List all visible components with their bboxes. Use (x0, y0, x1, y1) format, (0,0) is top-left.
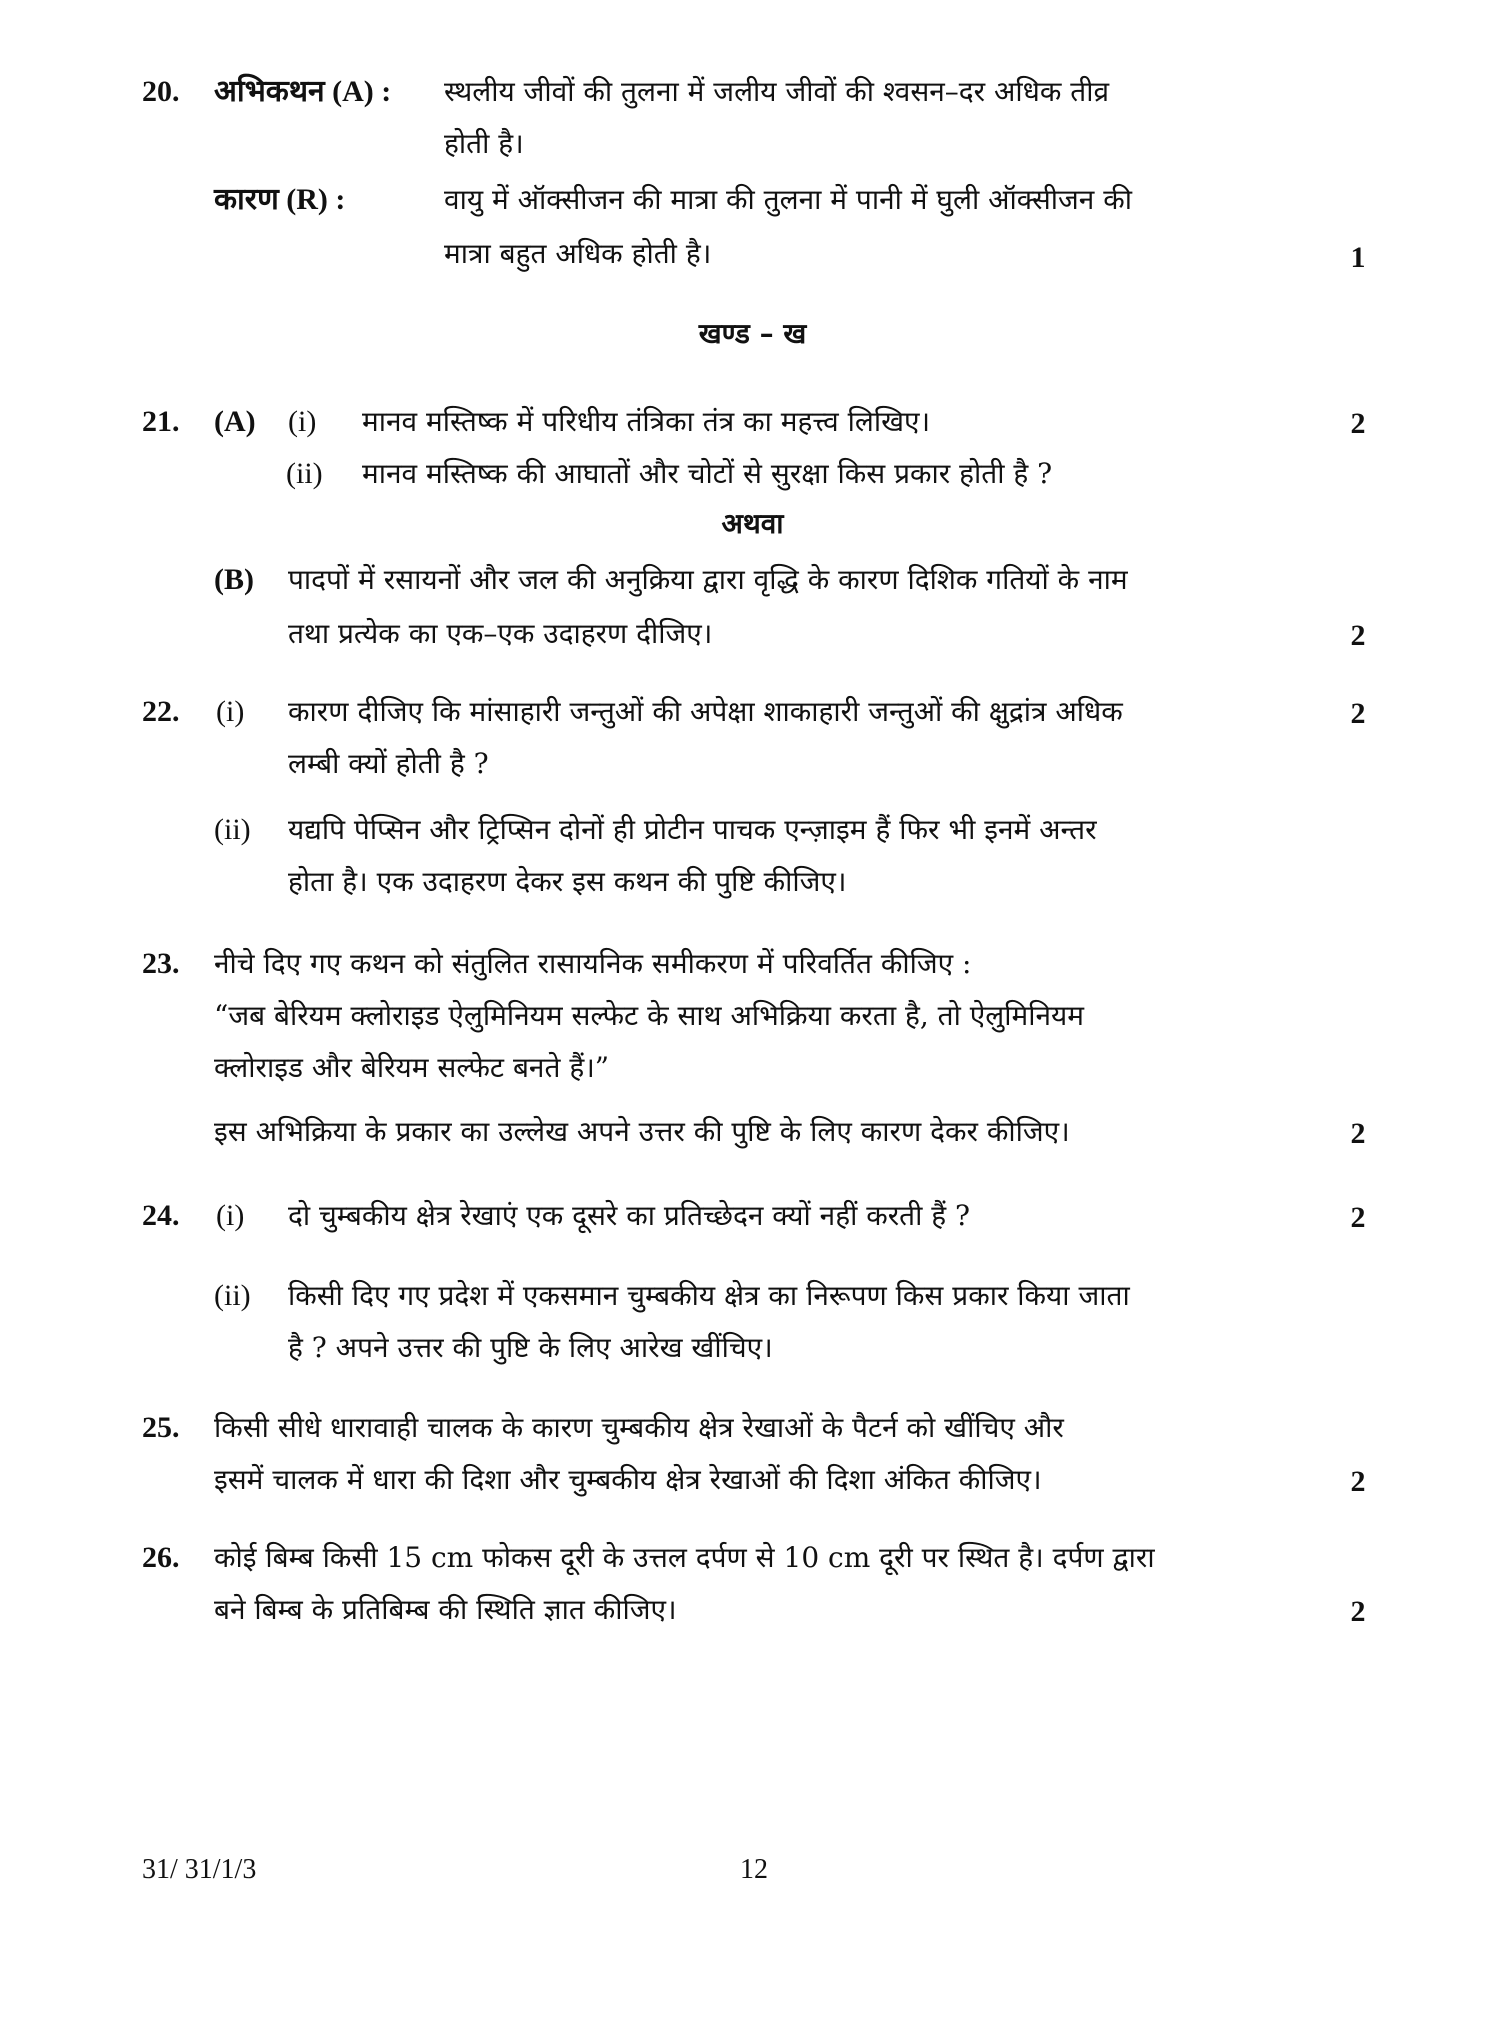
q24-sub-i-label: (i) (216, 1199, 245, 1232)
q23-text-line-4: इस अभिक्रिया के प्रकार का उल्लेख अपने उत्तर की पुष्टि के लिए कारण देकर कीजिए। (214, 1115, 1070, 1148)
question-number-25: 25. (142, 1411, 180, 1444)
marks-q25: 2 (1350, 1465, 1366, 1498)
or-separator: अथवा (721, 507, 784, 540)
assertion-text-line-2: होती है। (444, 127, 524, 160)
question-number-21: 21. (142, 405, 180, 438)
q23-text-line-2: “जब बेरियम क्लोराइड ऐलुमिनियम सल्फेट के साथ अभिक्रिया करता है, तो ऐलुमिनियम (214, 999, 1085, 1032)
q26-text-line-1: कोई बिम्ब किसी 15 cm फोकस दूरी के उत्तल दर्पण से 10 cm दूरी पर स्थित है। दर्पण द्वारा (214, 1541, 1155, 1574)
q22-sub-ii-text-line-1: यद्यपि पेप्सिन और ट्रिप्सिन दोनों ही प्रोटीन पाचक एन्ज़ाइम हैं फिर भी इनमें अन्तर (288, 813, 1097, 846)
marks-q23: 2 (1350, 1117, 1366, 1150)
q24-sub-ii-label: (ii) (214, 1279, 251, 1312)
marks-q26: 2 (1350, 1595, 1366, 1628)
reason-text-line-2: मात्रा बहुत अधिक होती है। (444, 237, 712, 270)
q22-sub-i-label: (i) (216, 695, 245, 728)
question-number-24: 24. (142, 1199, 180, 1232)
q21-b-text-line-2: तथा प्रत्येक का एक–एक उदाहरण दीजिए। (288, 617, 713, 650)
reason-text-line-1: वायु में ऑक्सीजन की मात्रा की तुलना में पानी में घुली ऑक्सीजन की (444, 183, 1133, 216)
q21-part-b-label: (B) (214, 563, 254, 596)
q22-sub-ii-text-line-2: होता है। एक उदाहरण देकर इस कथन की पुष्टि कीजिए। (288, 865, 847, 898)
q24-sub-ii-text-line-1: किसी दिए गए प्रदेश में एकसमान चुम्बकीय क्षेत्र का निरूपण किस प्रकार किया जाता (288, 1279, 1130, 1312)
assertion-text-line-1: स्थलीय जीवों की तुलना में जलीय जीवों की श्वसन–दर अधिक तीव्र (444, 75, 1110, 108)
q22-sub-i-text-line-2: लम्बी क्यों होती है ? (288, 747, 489, 780)
paper-code: 31/ 31/1/3 (142, 1854, 257, 1885)
marks-q20: 1 (1350, 241, 1366, 274)
marks-q21-a: 2 (1350, 407, 1366, 440)
q21-sub-i-label: (i) (288, 405, 317, 438)
q24-sub-i-text: दो चुम्बकीय क्षेत्र रेखाएं एक दूसरे का प्रतिच्छेदन क्यों नहीं करती हैं ? (288, 1199, 971, 1232)
q26-text-line-2: बने बिम्ब के प्रतिबिम्ब की स्थिति ज्ञात कीजिए। (214, 1593, 677, 1626)
q23-text-line-1: नीचे दिए गए कथन को संतुलित रासायनिक समीकरण में परिवर्तित कीजिए : (214, 947, 972, 980)
q21-sub-ii-label: (ii) (286, 457, 323, 490)
assertion-label: अभिकथन (A) : (214, 75, 392, 108)
q22-sub-i-text-line-1: कारण दीजिए कि मांसाहारी जन्तुओं की अपेक्षा शाकाहारी जन्तुओं की क्षुद्रांत्र अधिक (288, 695, 1123, 728)
page-number: 12 (740, 1854, 768, 1885)
question-number-20: 20. (142, 75, 180, 108)
reason-label: कारण (R) : (214, 183, 346, 216)
marks-q22: 2 (1350, 697, 1366, 730)
q25-text-line-1: किसी सीधे धारावाही चालक के कारण चुम्बकीय क्षेत्र रेखाओं के पैटर्न को खींचिए और (214, 1411, 1064, 1444)
q21-sub-ii-text: मानव मस्तिष्क की आघातों और चोटों से सुरक्षा किस प्रकार होती है ? (362, 457, 1053, 490)
q21-b-text-line-1: पादपों में रसायनों और जल की अनुक्रिया द्वारा वृद्धि के कारण दिशिक गतियों के नाम (288, 563, 1128, 596)
q25-text-line-2: इसमें चालक में धारा की दिशा और चुम्बकीय क्षेत्र रेखाओं की दिशा अंकित कीजिए। (214, 1463, 1042, 1496)
q21-part-a-label: (A) (214, 405, 256, 438)
question-number-23: 23. (142, 947, 180, 980)
marks-q24: 2 (1350, 1201, 1366, 1234)
q22-sub-ii-label: (ii) (214, 813, 251, 846)
q24-sub-ii-text-line-2: है ? अपने उत्तर की पुष्टि के लिए आरेख खींचिए। (288, 1331, 773, 1364)
question-number-26: 26. (142, 1541, 180, 1574)
q21-sub-i-text: मानव मस्तिष्क में परिधीय तंत्रिका तंत्र का महत्त्व लिखिए। (362, 405, 931, 438)
q23-text-line-3: क्लोराइड और बेरियम सल्फेट बनते हैं।” (214, 1051, 610, 1084)
question-number-22: 22. (142, 695, 180, 728)
section-title: खण्ड – ख (698, 317, 807, 350)
marks-q21-b: 2 (1350, 619, 1366, 652)
